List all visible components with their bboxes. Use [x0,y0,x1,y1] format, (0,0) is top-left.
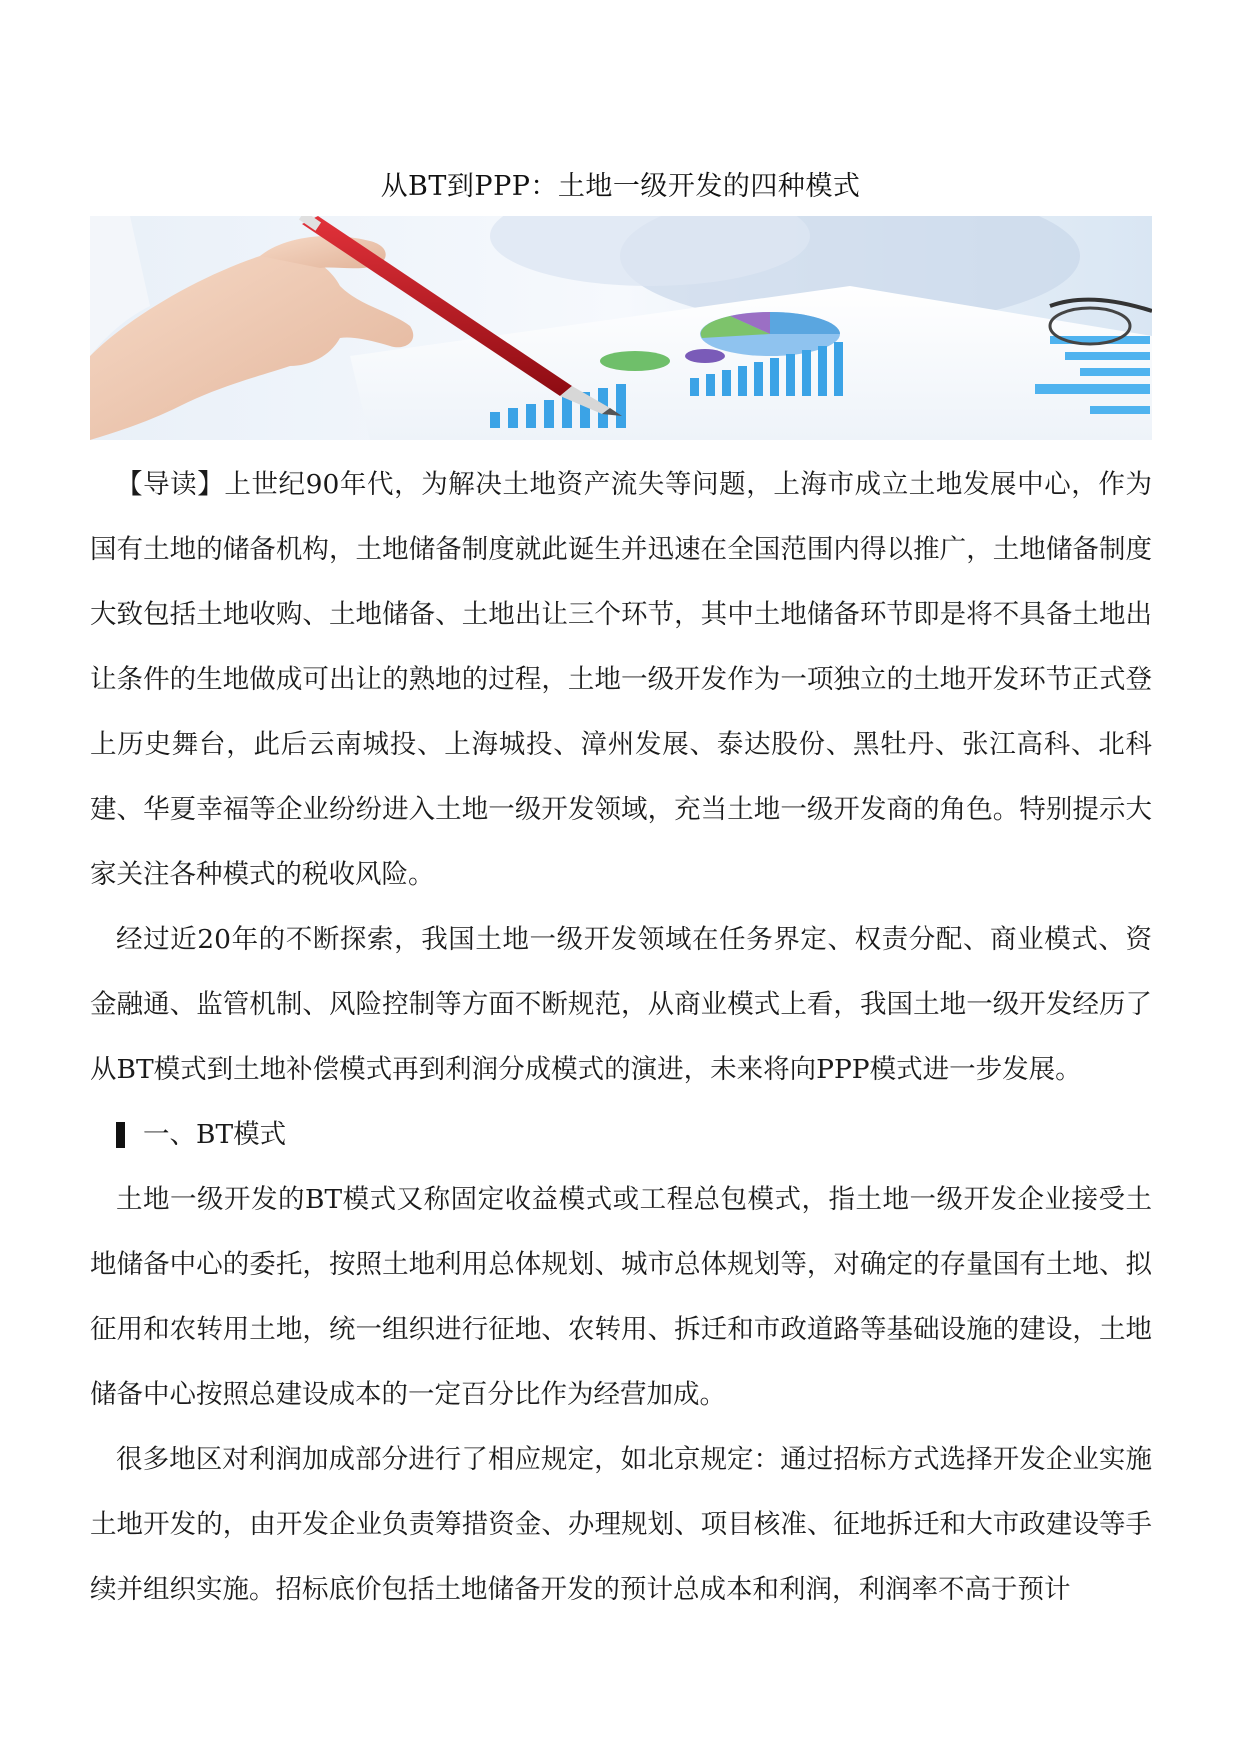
section-heading [90,1102,1152,1167]
heading-bar-icon [116,1122,125,1148]
body-paragraph: 土地一级开发的BT模式又称固定收益模式或工程总包模式，指土地一级开发企业接受土地储备中心的委托，按照土地利用总体规划、城市总体规划等，对确定的存量国有土地、拟征用和农转用土地，统一组织进行征地、农转用、拆迁和市政道路等基础设施的建设，土地储备中心按照总建设成本的一定百分比作为经营加成。 [90,1184,1152,1410]
document-title: 从BT到PPP：土地一级开发的四种模式 [380,171,861,202]
body-paragraph: 很多地区对利润加成部分进行了相应规定，如北京规定：通过招标方式选择开发企业实施土地开发的，由开发企业负责筹措资金、办理规划、项目核准、征地拆迁和大市政建设等手续并组织实施。招标底价包括土地储备开发的预计总成本和利润，利润率不高于预计 [90,1444,1152,1605]
body-paragraph: 经过近20年的不断探索，我国土地一级开发领域在任务界定、权责分配、商业模式、资金融通、监管机制、风险控制等方面不断规范，从商业模式上看，我国土地一级开发经历了从BT模式到土地补偿模式再到利润分成模式的演进，未来将向PPP模式进一步发展。 [90,924,1152,1085]
intro-paragraph: 【导读】上世纪90年代，为解决土地资产流失等问题，上海市成立土地发展中心，作为国有土地的储备机构，土地储备制度就此诞生并迅速在全国范围内得以推广，土地储备制度大致包括土地收购、土地储备、土地出让三个环节，其中土地储备环节即是将不具备土地出让条件的生地做成可出让的熟地的过程，土地一级开发作为一项独立的土地开发环节正式登上历史舞台，此后云南城投、上海城投、漳州发展、泰达股份、黑牡丹、张江高科、北科建、华夏幸福等企业纷纷进入土地一级开发领域，充当土地一级开发商的角色。特别提示大家关注各种模式的税收风险。 [90,469,1152,890]
section-heading-text: 一、BT模式 [143,1119,287,1150]
article-body [90,452,1152,1622]
chart-photo-icon [90,216,1152,440]
banner-image [90,216,1152,440]
